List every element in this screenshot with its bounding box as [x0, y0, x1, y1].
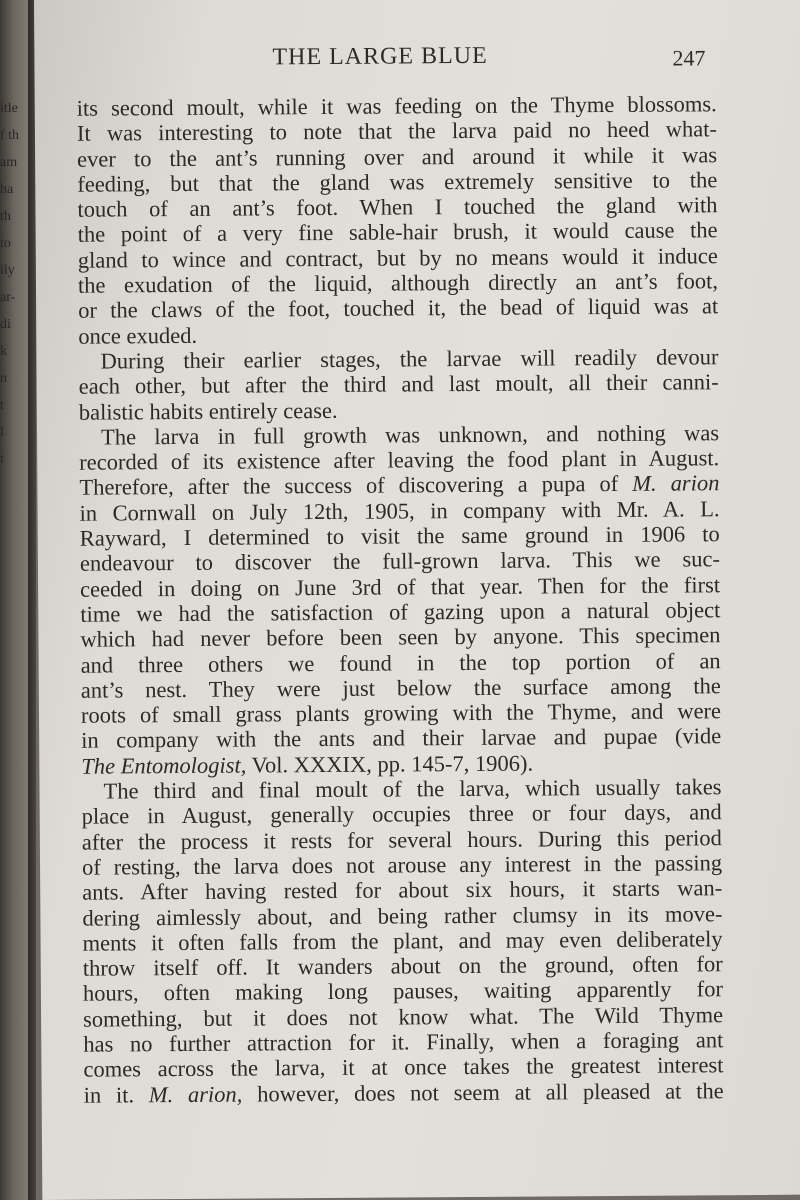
text-line: the exudation of the liquid, although directly an ant’s foot, [77, 268, 719, 298]
text-line: time we had the satisfaction of gazing upon a natural object [80, 597, 721, 627]
journal-title: The Entomologist, [81, 752, 247, 779]
text-line: endeavour to discover the full-grown larva. This we suc- [79, 546, 721, 577]
running-title: THE LARGE BLUE [272, 42, 488, 71]
text-line: in company with the ants and their larvae and pupae (vide [81, 723, 722, 754]
text-segment: Therefore, after the success of discovering a pupa of [79, 471, 619, 501]
text-line: feeding, but that the gland was extremely sensitive to the [77, 167, 718, 197]
previous-page-edge-text: itle f th am ha th to ily ar- di k n t l t [0, 101, 20, 467]
text-line: It was interesting to note that the larva paid no heed what- [76, 116, 718, 147]
text-line: ants. After having rested for about six hours, it starts wan- [82, 875, 723, 905]
text-line: touch of an ant’s foot. When I touched the gland with [77, 192, 718, 222]
text-line: throw itself off. It wanders about on the ground, often for [82, 951, 723, 981]
species-name: M. arion [632, 470, 720, 497]
text-line: gland to wince and contract, but by no means would it induce [77, 243, 718, 273]
text-line: The third and final moult of the larva, which usually takes [103, 774, 722, 804]
text-line: balistic habits entirely cease. [78, 397, 338, 425]
text-line: roots of small grass plants growing with the Thyme, and were [80, 698, 722, 728]
page-number: 247 [672, 45, 706, 71]
book-page [34, 0, 800, 1200]
text-segment: Vol. XXXIX, pp. 145-7, 1906). [251, 750, 534, 778]
text-line: the point of a very fine sable-hair brush, it would cause the [77, 217, 718, 248]
text-line: recorded of its existence after leaving the food plant in August. [79, 445, 720, 475]
text-line: of resting, the larva does not arouse any interest in the passing [81, 850, 723, 880]
text-line: which had never before been seen by anyone. This specimen [80, 622, 721, 652]
text-segment: in it. [83, 1081, 135, 1108]
text-line: The larva in full growth was unknown, and nothing was [100, 420, 720, 450]
text-line: each other, but after the third and last moult, all their canni- [78, 369, 719, 399]
species-name: M. arion, [148, 1081, 243, 1107]
text-line: has no further attraction for it. Finally, when a foraging ant [83, 1027, 724, 1057]
text-line: something, but it does not know what. The Wild Thyme [83, 1001, 724, 1032]
text-line: comes across the larva, it at once takes the greatest interest [83, 1052, 724, 1082]
text-line: ant’s nest. They were just below the surface among the [80, 673, 721, 703]
text-segment: however, does not seem at all pleased at the [257, 1077, 724, 1107]
text-line: hours, often making long pauses, waiting apparently for [82, 976, 724, 1007]
text-line: once exuded. [78, 322, 198, 349]
text-line: Rayward, I determined to visit the same ground in 1906 to [79, 521, 720, 551]
text-line: in Cornwall on July 12th, 1905, in company with Mr. A. L. [79, 495, 720, 526]
text-line: or the claws of the foot, touched it, the bead of liquid was at [78, 293, 719, 324]
body-text [77, 91, 724, 1107]
text-line: ever to the ant’s running over and around it while it was [77, 141, 718, 172]
text-line: During their earlier stages, the larvae will readily devour [100, 344, 719, 374]
text-line: place in August, generally occupies three or four days, and [81, 799, 722, 829]
text-line [84, 1078, 724, 1108]
text-line: and three others we found in the top portion of an [80, 647, 721, 678]
text-line: ceeded in doing on June 3rd of that year. Then for the first [80, 571, 721, 602]
text-line: after the process it rests for several hours. During this period [81, 824, 722, 855]
text-line: ments it often falls from the plant, and may even deliberately [82, 926, 723, 956]
running-head [64, 41, 724, 80]
text-line: dering aimlessly about, and being rather clumsy in its move- [82, 900, 723, 931]
text-line: its second moult, while it was feeding on the Thyme blossoms. [76, 91, 717, 121]
